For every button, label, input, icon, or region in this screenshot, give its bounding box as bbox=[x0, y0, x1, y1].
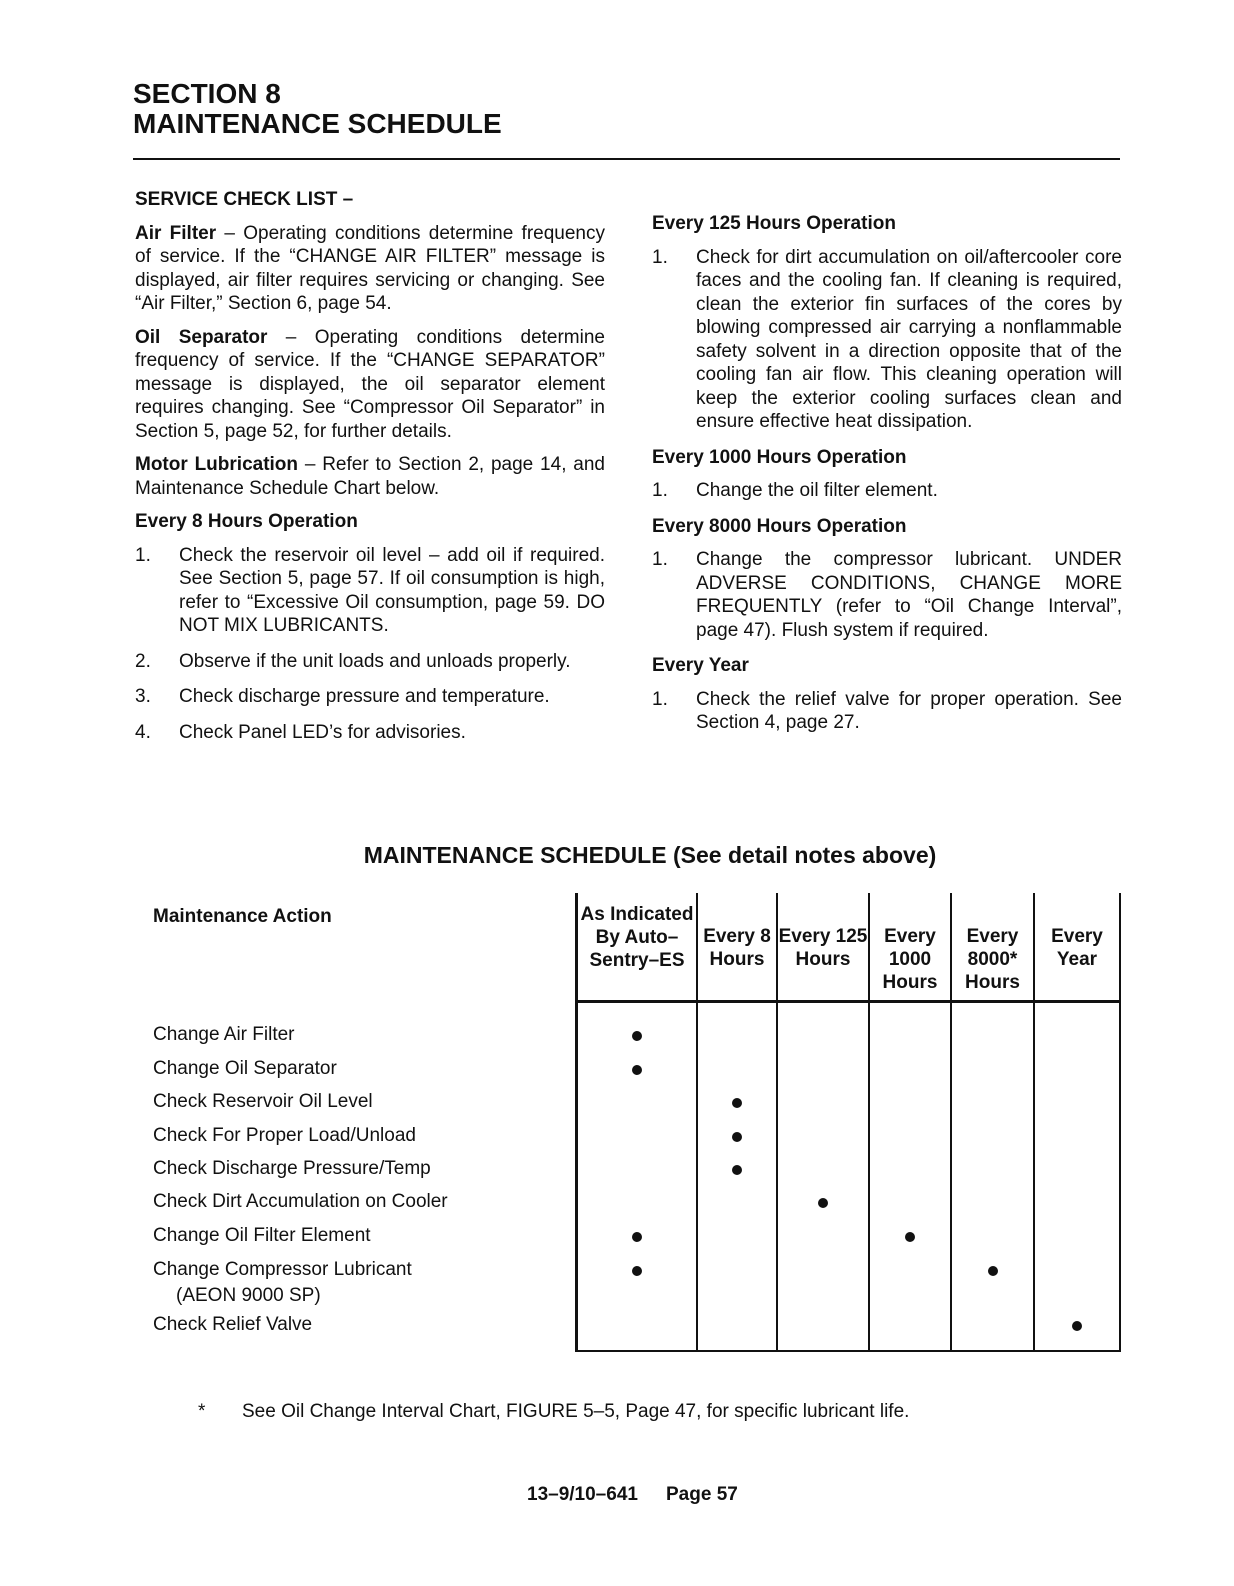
schedule-dot bbox=[732, 1165, 742, 1175]
doc-number: 13–9/10–641 bbox=[527, 1484, 638, 1505]
interval-heading: Every 125 Hours Operation bbox=[652, 213, 896, 234]
section-number: SECTION 8 bbox=[133, 78, 281, 109]
item-number: 4. bbox=[135, 721, 151, 743]
schedule-dot bbox=[905, 1232, 915, 1242]
paragraph-lead: Oil Separator bbox=[135, 326, 268, 348]
interval-items bbox=[652, 688, 1122, 735]
interval-heading: Every Year bbox=[652, 655, 749, 676]
page-title: MAINTENANCE SCHEDULE bbox=[133, 108, 502, 139]
item-number: 1. bbox=[652, 688, 668, 710]
page-number: Page 57 bbox=[666, 1484, 738, 1505]
paragraph-text: – Operating conditions determine frequency of service. If the “CHANGE SEPARATOR” message is displayed, the oil separator element requires changing. See “Compressor Oil Separator” in Section 5, page 52, for further details. bbox=[135, 326, 605, 442]
row-label: Change Air Filter bbox=[153, 1024, 295, 1045]
item-text: Check the relief valve for proper operation. See Section 4, page 27. bbox=[696, 688, 1122, 733]
item-text: Change the compressor lubricant. UNDER ADVERSE CONDITIONS, CHANGE MORE FREQUENTLY (refer to “Oil Change Interval”, page 47). Flush system if required. bbox=[696, 549, 1122, 641]
column-header: Every Year bbox=[1035, 893, 1119, 1003]
item-text: Check Panel LED’s for advisories. bbox=[179, 721, 466, 743]
schedule-column bbox=[870, 893, 952, 1350]
interval-items bbox=[652, 246, 1122, 434]
paragraph bbox=[135, 326, 605, 444]
column-header: Every 8000* Hours bbox=[952, 893, 1033, 1003]
row-label: Check For Proper Load/Unload bbox=[153, 1125, 416, 1146]
paragraph-text: – Refer to Section 2, page 14, and Maintenance Schedule Chart below. bbox=[135, 454, 605, 499]
item-number: 3. bbox=[135, 686, 151, 707]
column-header: Every 125 Hours bbox=[778, 893, 868, 1003]
list-item bbox=[135, 650, 605, 674]
schedule-dot bbox=[632, 1031, 642, 1041]
table-title: MAINTENANCE SCHEDULE (See detail notes above) bbox=[363, 842, 937, 868]
every8-heading: Every 8 Hours Operation bbox=[135, 511, 358, 532]
schedule-column bbox=[698, 893, 778, 1350]
item-text: Check for dirt accumulation on oil/aftercooler core faces and the cooling fan. If cleaning is required, clean the exterior fin surfaces of the cores by blowing compressed air carrying a nonflammable safety solvent in a direction opposite that of the cooling fan air flow. This cleaning operation will keep the exterior cooling surfaces clean and ensure effective heat dissipation. bbox=[696, 246, 1122, 432]
interval-items bbox=[652, 479, 1122, 503]
row-label: Change Oil Filter Element bbox=[153, 1225, 371, 1246]
column-header: As Indicated By Auto– Sentry–ES bbox=[578, 893, 696, 1003]
list-item bbox=[135, 721, 605, 745]
paragraph-text: – Operating conditions determine frequency of service. If the “CHANGE AIR FILTER” message is displayed, air filter requires servicing or changing. See “Air Filter,” Section 6, page 54. bbox=[135, 222, 605, 314]
action-header: Maintenance Action bbox=[153, 906, 332, 927]
schedule-dot bbox=[1072, 1321, 1082, 1331]
footnote: See Oil Change Interval Chart, FIGURE 5–5, Page 47, for specific lubricant life. bbox=[242, 1401, 910, 1422]
list-item bbox=[652, 246, 1122, 434]
divider bbox=[133, 158, 1120, 160]
column-header: Every 8 Hours bbox=[698, 893, 776, 1003]
item-text: Change the oil filter element. bbox=[696, 480, 938, 501]
list-item bbox=[652, 479, 1122, 503]
schedule-column bbox=[578, 893, 698, 1350]
paragraph bbox=[135, 222, 605, 316]
row-label: Check Reservoir Oil Level bbox=[153, 1091, 373, 1112]
item-text: Observe if the unit loads and unloads properly. bbox=[179, 650, 571, 672]
list-item bbox=[652, 548, 1122, 642]
interval-heading: Every 1000 Hours Operation bbox=[652, 446, 907, 468]
schedule-grid bbox=[575, 893, 1121, 1352]
schedule-dot bbox=[632, 1232, 642, 1242]
left-column bbox=[135, 188, 605, 756]
item-number: 2. bbox=[135, 650, 151, 672]
row-label: Check Discharge Pressure/Temp bbox=[153, 1158, 431, 1179]
row-label: Check Relief Valve bbox=[153, 1314, 313, 1335]
paragraph-lead: Motor Lubrication bbox=[135, 454, 299, 475]
item-number: 1. bbox=[135, 544, 151, 566]
schedule-dot bbox=[732, 1098, 742, 1108]
row-sublabel: (AEON 9000 SP) bbox=[176, 1285, 321, 1306]
paragraph-lead: Air Filter bbox=[135, 222, 217, 244]
paragraph bbox=[135, 453, 605, 500]
right-column bbox=[652, 212, 1122, 747]
item-text: Check discharge pressure and temperature. bbox=[179, 686, 550, 707]
item-number: 1. bbox=[652, 549, 668, 570]
schedule-column bbox=[778, 893, 870, 1350]
schedule-dot bbox=[632, 1065, 642, 1075]
list-item bbox=[652, 688, 1122, 735]
row-label: Change Compressor Lubricant bbox=[153, 1259, 412, 1280]
service-checklist-heading: SERVICE CHECK LIST – bbox=[135, 189, 354, 210]
footnote-mark: * bbox=[198, 1401, 206, 1422]
interval-items bbox=[652, 548, 1122, 642]
item-text: Check the reservoir oil level – add oil if required. See Section 5, page 57. If oil consumption is high, refer to “Excessive Oil consumption, page 59. DO NOT MIX LUBRICANTS. bbox=[179, 544, 605, 636]
schedule-dot bbox=[818, 1198, 828, 1208]
list-item bbox=[135, 685, 605, 709]
schedule-column bbox=[1035, 893, 1119, 1350]
item-number: 1. bbox=[652, 246, 668, 268]
schedule-dot bbox=[732, 1132, 742, 1142]
schedule-dot bbox=[632, 1266, 642, 1276]
row-label: Check Dirt Accumulation on Cooler bbox=[153, 1191, 448, 1212]
schedule-dot bbox=[988, 1266, 998, 1276]
item-number: 1. bbox=[652, 480, 668, 501]
schedule-column bbox=[952, 893, 1035, 1350]
list-item bbox=[135, 544, 605, 638]
column-header: Every 1000 Hours bbox=[870, 893, 950, 1003]
row-label: Change Oil Separator bbox=[153, 1058, 337, 1079]
interval-heading: Every 8000 Hours Operation bbox=[652, 515, 907, 537]
